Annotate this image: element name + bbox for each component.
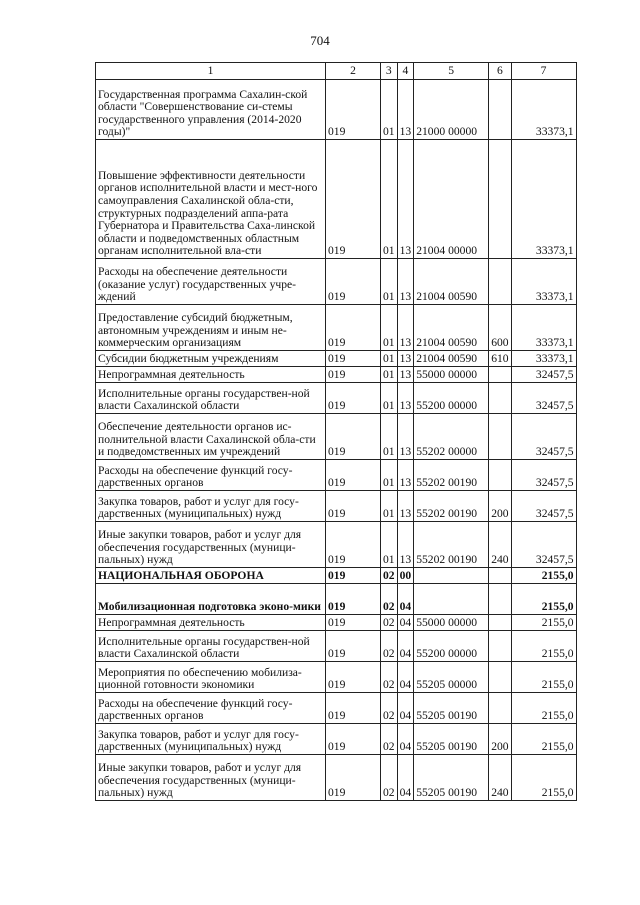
header-col-7: 7 [511, 63, 576, 80]
row-ministry-code: 019 [326, 383, 381, 414]
row-amount: 2155,0 [511, 631, 576, 662]
row-subsection-code: 13 [397, 80, 414, 140]
row-ministry-code: 019 [326, 631, 381, 662]
row-subsection-code: 13 [397, 414, 414, 460]
header-col-5: 5 [414, 63, 489, 80]
row-section-code: 02 [381, 724, 398, 755]
row-subsection-code: 13 [397, 367, 414, 383]
table-row [96, 383, 577, 414]
row-subsection-code: 04 [397, 693, 414, 724]
row-subsection-code: 04 [397, 615, 414, 631]
table-row [96, 460, 577, 491]
row-subsection-code: 13 [397, 305, 414, 351]
row-ministry-code: 019 [326, 414, 381, 460]
row-amount: 2155,0 [511, 662, 576, 693]
row-target-article: 55000 00000 [414, 615, 489, 631]
row-expense-type [489, 615, 511, 631]
row-expense-type [489, 259, 511, 305]
header-col-2: 2 [326, 63, 381, 80]
row-expense-type: 600 [489, 305, 511, 351]
table-row [96, 305, 577, 351]
row-target-article [414, 568, 489, 584]
header-col-1: 1 [96, 63, 326, 80]
row-name: Закупка товаров, работ и услуг для госу-дарственных (муниципальных) нужд [96, 491, 326, 522]
row-amount: 32457,5 [511, 522, 576, 568]
row-ministry-code: 019 [326, 693, 381, 724]
row-target-article: 55200 00000 [414, 383, 489, 414]
row-ministry-code: 019 [326, 568, 381, 584]
row-ministry-code: 019 [326, 615, 381, 631]
row-section-code: 01 [381, 140, 398, 259]
row-section-code: 01 [381, 522, 398, 568]
row-name: Иные закупки товаров, работ и услуг для обеспечения государственных (муници-пальных) нужд [96, 755, 326, 801]
row-name: Исполнительные органы государствен-ной власти Сахалинской области [96, 383, 326, 414]
row-subsection-code: 00 [397, 568, 414, 584]
row-expense-type [489, 140, 511, 259]
row-ministry-code: 019 [326, 584, 381, 615]
row-amount: 33373,1 [511, 259, 576, 305]
table-row [96, 491, 577, 522]
row-section-code: 02 [381, 568, 398, 584]
row-expense-type: 200 [489, 724, 511, 755]
row-expense-type [489, 383, 511, 414]
table-row [96, 693, 577, 724]
row-target-article: 55202 00000 [414, 414, 489, 460]
row-ministry-code: 019 [326, 80, 381, 140]
row-expense-type: 200 [489, 491, 511, 522]
row-target-article: 55202 00190 [414, 460, 489, 491]
row-section-code: 01 [381, 80, 398, 140]
row-expense-type [489, 693, 511, 724]
row-amount: 33373,1 [511, 80, 576, 140]
row-ministry-code: 019 [326, 367, 381, 383]
row-target-article: 55205 00000 [414, 662, 489, 693]
row-target-article: 55000 00000 [414, 367, 489, 383]
row-expense-type [489, 80, 511, 140]
row-expense-type [489, 631, 511, 662]
row-name: Обеспечение деятельности органов ис-полнительной власти Сахалинской обла-сти и подведомственных им учреждений [96, 414, 326, 460]
row-name: Предоставление субсидий бюджетным, автономным учреждениям и иным не-коммерческим организациям [96, 305, 326, 351]
row-subsection-code: 04 [397, 662, 414, 693]
table-row [96, 522, 577, 568]
row-section-code: 02 [381, 584, 398, 615]
table-row [96, 615, 577, 631]
row-amount: 33373,1 [511, 140, 576, 259]
row-expense-type [489, 414, 511, 460]
row-subsection-code: 13 [397, 522, 414, 568]
table-row [96, 80, 577, 140]
table-row [96, 662, 577, 693]
row-ministry-code: 019 [326, 662, 381, 693]
table-row [96, 755, 577, 801]
row-target-article: 21004 00590 [414, 305, 489, 351]
row-section-code: 02 [381, 662, 398, 693]
table-row [96, 724, 577, 755]
row-ministry-code: 019 [326, 305, 381, 351]
table-row [96, 259, 577, 305]
page-number: 704 [310, 33, 330, 48]
budget-table [95, 62, 577, 801]
row-subsection-code: 04 [397, 755, 414, 801]
table-row [96, 351, 577, 367]
row-ministry-code: 019 [326, 755, 381, 801]
row-name: НАЦИОНАЛЬНАЯ ОБОРОНА [96, 568, 326, 584]
row-section-code: 02 [381, 615, 398, 631]
row-target-article: 55200 00000 [414, 631, 489, 662]
row-name: Расходы на обеспечение деятельности (оказание услуг) государственных учре-ждений [96, 259, 326, 305]
row-ministry-code: 019 [326, 140, 381, 259]
row-amount: 32457,5 [511, 460, 576, 491]
row-section-code: 01 [381, 414, 398, 460]
row-ministry-code: 019 [326, 460, 381, 491]
row-subsection-code: 04 [397, 631, 414, 662]
row-section-code: 01 [381, 491, 398, 522]
row-section-code: 01 [381, 351, 398, 367]
row-target-article: 21000 00000 [414, 80, 489, 140]
row-name: Исполнительные органы государствен-ной власти Сахалинской области [96, 631, 326, 662]
row-ministry-code: 019 [326, 491, 381, 522]
row-subsection-code: 13 [397, 140, 414, 259]
row-amount: 33373,1 [511, 305, 576, 351]
row-subsection-code: 04 [397, 724, 414, 755]
row-amount: 32457,5 [511, 383, 576, 414]
row-amount: 32457,5 [511, 414, 576, 460]
row-target-article [414, 584, 489, 615]
row-name: Государственная программа Сахалин-ской области "Совершенствование си-стемы государственного управления (2014-2020 годы)" [96, 80, 326, 140]
row-name: Мобилизационная подготовка эконо-мики [96, 584, 326, 615]
row-subsection-code: 13 [397, 460, 414, 491]
table-row [96, 584, 577, 615]
row-amount: 2155,0 [511, 584, 576, 615]
row-expense-type [489, 367, 511, 383]
row-target-article: 55205 00190 [414, 693, 489, 724]
row-name: Расходы на обеспечение функций госу-дарственных органов [96, 460, 326, 491]
table-header-row [96, 63, 577, 80]
header-col-6: 6 [489, 63, 511, 80]
row-amount: 2155,0 [511, 615, 576, 631]
row-name: Субсидии бюджетным учреждениям [96, 351, 326, 367]
row-name: Расходы на обеспечение функций госу-дарственных органов [96, 693, 326, 724]
row-name: Повышение эффективности деятельности органов исполнительной власти и мест-ного самоуправления Сахалинской обла-сти, структурных подразделений аппа-рата Губернатора и Правительства Саха-линской области и подведомственных областным органам исполнительной вла-сти [96, 140, 326, 259]
row-amount: 32457,5 [511, 367, 576, 383]
row-target-article: 55202 00190 [414, 491, 489, 522]
row-ministry-code: 019 [326, 522, 381, 568]
row-amount: 33373,1 [511, 351, 576, 367]
row-section-code: 02 [381, 631, 398, 662]
row-subsection-code: 13 [397, 491, 414, 522]
row-expense-type: 240 [489, 755, 511, 801]
row-subsection-code: 04 [397, 584, 414, 615]
row-section-code: 02 [381, 755, 398, 801]
row-expense-type [489, 568, 511, 584]
row-amount: 2155,0 [511, 755, 576, 801]
row-name: Непрограммная деятельность [96, 615, 326, 631]
row-section-code: 01 [381, 305, 398, 351]
table-row [96, 568, 577, 584]
row-target-article: 21004 00590 [414, 259, 489, 305]
row-target-article: 55205 00190 [414, 755, 489, 801]
row-expense-type [489, 460, 511, 491]
row-subsection-code: 13 [397, 259, 414, 305]
row-name: Мероприятия по обеспечению мобилиза-ционной готовности экономики [96, 662, 326, 693]
row-amount: 2155,0 [511, 724, 576, 755]
row-section-code: 01 [381, 383, 398, 414]
row-name: Непрограммная деятельность [96, 367, 326, 383]
row-ministry-code: 019 [326, 259, 381, 305]
row-subsection-code: 13 [397, 351, 414, 367]
row-name: Иные закупки товаров, работ и услуг для обеспечения государственных (муници-пальных) нужд [96, 522, 326, 568]
row-target-article: 21004 00000 [414, 140, 489, 259]
row-amount: 2155,0 [511, 693, 576, 724]
row-subsection-code: 13 [397, 383, 414, 414]
row-section-code: 02 [381, 693, 398, 724]
row-expense-type [489, 584, 511, 615]
row-target-article: 55202 00190 [414, 522, 489, 568]
row-ministry-code: 019 [326, 351, 381, 367]
row-target-article: 21004 00590 [414, 351, 489, 367]
row-target-article: 55205 00190 [414, 724, 489, 755]
row-amount: 2155,0 [511, 568, 576, 584]
row-expense-type: 240 [489, 522, 511, 568]
row-expense-type [489, 662, 511, 693]
header-col-4: 4 [397, 63, 414, 80]
table-row [96, 414, 577, 460]
table-row [96, 631, 577, 662]
row-name: Закупка товаров, работ и услуг для госу-дарственных (муниципальных) нужд [96, 724, 326, 755]
row-section-code: 01 [381, 259, 398, 305]
row-amount: 32457,5 [511, 491, 576, 522]
row-section-code: 01 [381, 367, 398, 383]
table-row [96, 140, 577, 259]
header-col-3: 3 [381, 63, 398, 80]
row-expense-type: 610 [489, 351, 511, 367]
row-ministry-code: 019 [326, 724, 381, 755]
row-section-code: 01 [381, 460, 398, 491]
table-row [96, 367, 577, 383]
